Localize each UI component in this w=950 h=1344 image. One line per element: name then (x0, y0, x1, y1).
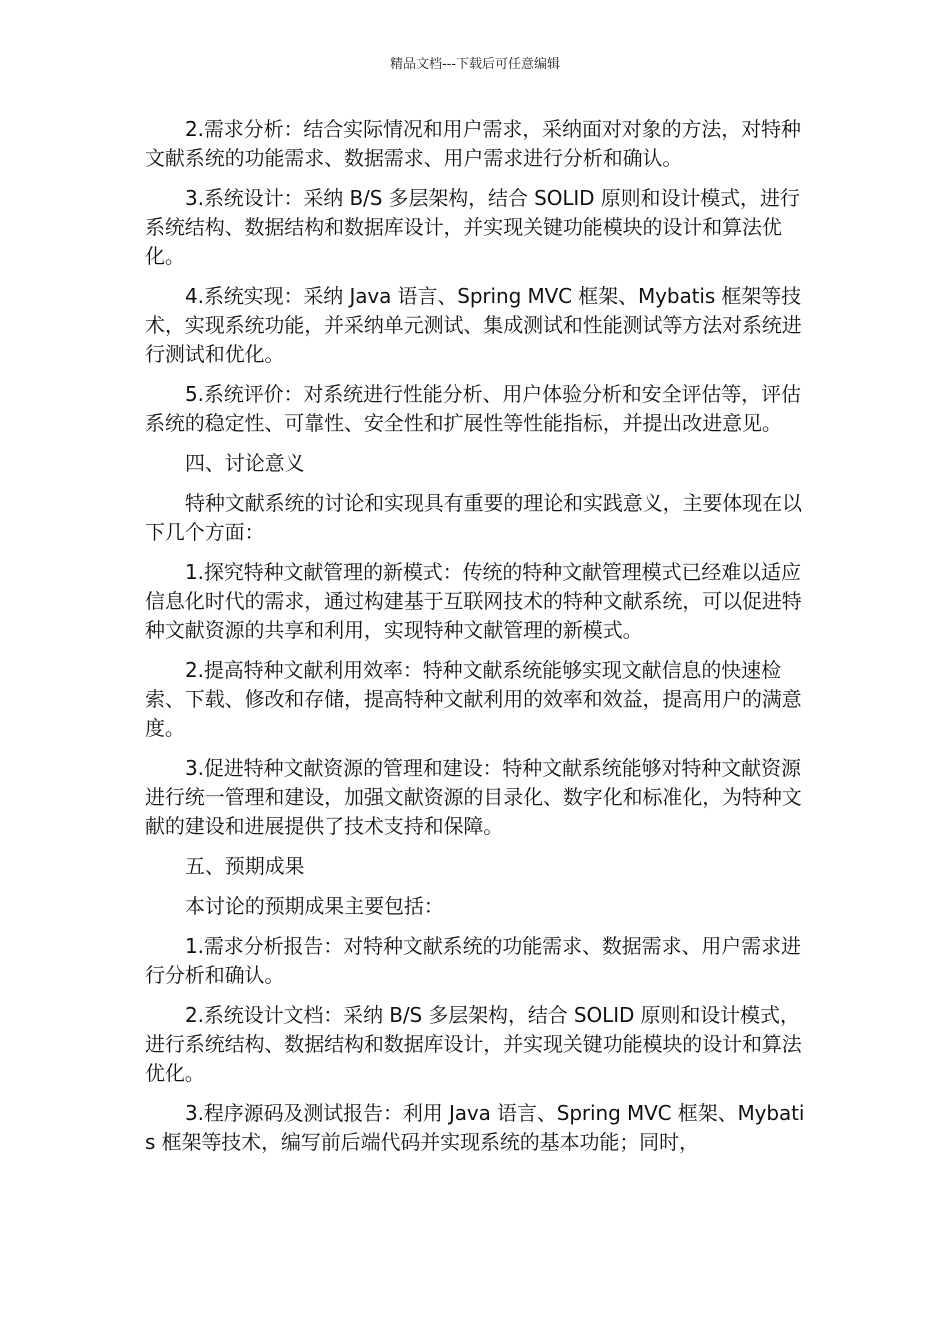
paragraph-system-evaluation: 5.系统评价：对系统进行性能分析、用户体验分析和安全评估等，评估系统的稳定性、可靠性、安全性和扩展性等性能指标，并提出改进意见。 (145, 382, 801, 435)
paragraph-design-document: 2.系统设计文档：采纳 B/S 多层架构，结合 SOLID 原则和设计模式，进行系统结构、数据结构和数据库设计，并实现关键功能模块的设计和算法优化。 (145, 1003, 802, 1085)
paragraph-requirements-analysis: 2.需求分析：结合实际情况和用户需求，采纳面对对象的方法，对特种文献系统的功能需求、数据需求、用户需求进行分析和确认。 (145, 117, 801, 170)
paragraph-system-design: 3.系统设计：采纳 B/S 多层架构，结合 SOLID 原则和设计模式，进行系统结构、数据结构和数据库设计，并实现关键功能模块的设计和算法优化。 (145, 186, 800, 268)
paragraph-significance-intro: 特种文献系统的讨论和实现具有重要的理论和实践意义，主要体现在以下几个方面： (145, 491, 802, 544)
paragraph-expected-results-intro: 本讨论的预期成果主要包括： (185, 894, 444, 918)
section-heading-significance: 四、讨论意义 (185, 451, 305, 475)
paragraph-system-implementation: 4.系统实现：采纳 Java 语言、Spring MVC 框架、Mybatis 框架等技术，实现系统功能，并采纳单元测试、集成测试和性能测试等方法对系统进行测试和优化。 (145, 284, 802, 366)
paragraph-resource-management: 3.促进特种文献资源的管理和建设：特种文献系统能够对特种文献资源进行统一管理和建设，加强文献资源的目录化、数字化和标准化，为特种文献的建设和进展提供了技术支持和保障。 (145, 756, 802, 838)
paragraph-new-management-mode: 1.探究特种文献管理的新模式：传统的特种文献管理模式已经难以适应信息化时代的需求，通过构建基于互联网技术的特种文献系统，可以促进特种文献资源的共享和利用，实现特种文献管理的新模式。 (145, 560, 802, 642)
paragraph-requirements-report: 1.需求分析报告：对特种文献系统的功能需求、数据需求、用户需求进行分析和确认。 (145, 934, 801, 987)
document-body (145, 115, 810, 1168)
page-header: 精品文档---下载后可任意编辑 (389, 57, 561, 72)
paragraph-utilization-efficiency: 2.提高特种文献利用效率：特种文献系统能够实现文献信息的快速检索、下载、修改和存储，提高特种文献利用的效率和效益，提高用户的满意度。 (145, 658, 802, 740)
paragraph-source-code-report: 3.程序源码及测试报告：利用 Java 语言、Spring MVC 框架、Mybatis 框架等技术，编写前后端代码并实现系统的基本功能；同时， (145, 1101, 805, 1154)
section-heading-expected-results: 五、预期成果 (185, 854, 305, 878)
